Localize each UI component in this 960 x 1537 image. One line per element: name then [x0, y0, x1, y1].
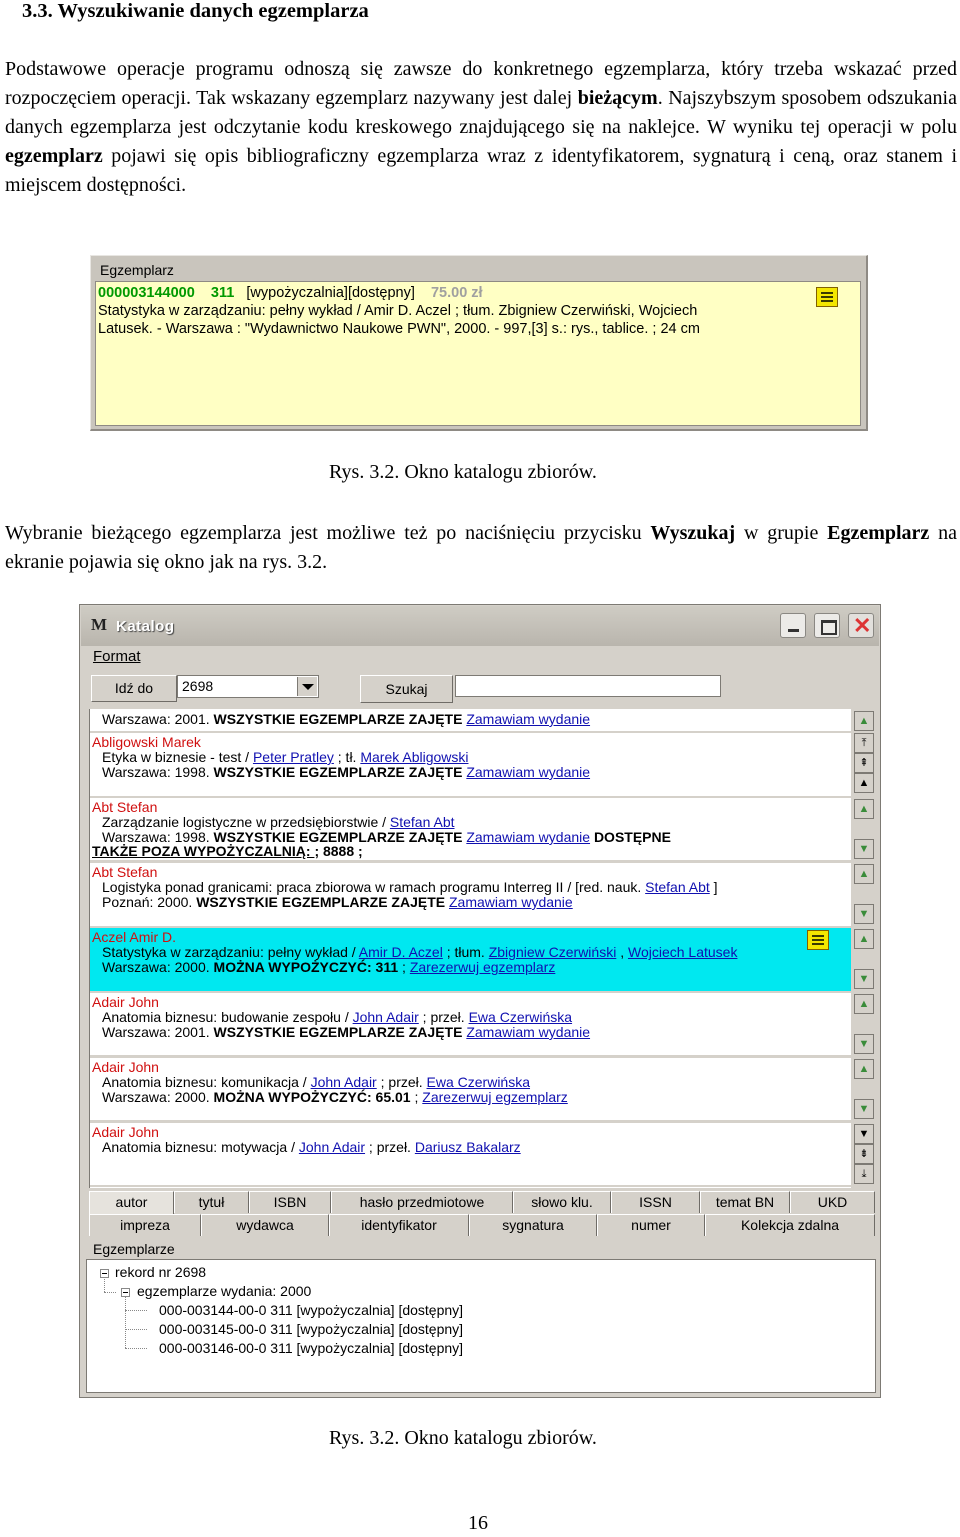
tree-copy-item[interactable]: 000-003145-00-0 311 [wypożyczalnia] [dostępny] — [159, 1321, 464, 1337]
egzemplarze-group — [84, 1241, 878, 1395]
tree-line — [125, 1348, 147, 1349]
combo-value: 2698 — [182, 678, 214, 694]
close-button[interactable] — [848, 613, 874, 638]
p2-text-3: na ekranie pojawia się okno jak na rys. 3.2. — [5, 522, 957, 573]
list-item[interactable] — [90, 1058, 851, 1121]
egzemplarz-figure — [90, 255, 868, 431]
record-status-available: DOSTĘPNE — [593, 829, 671, 845]
tab-sygnatura[interactable]: sygnatura — [469, 1214, 597, 1236]
list-item[interactable] — [90, 1123, 851, 1186]
p1-text-2: . Najszybszym sposobem odszukania danych egzemplarza jest odczytanie kodu kreskowego znajdującego się na naklejce. W wyniku tej operacji w polu — [5, 87, 957, 138]
record-down-icon[interactable]: ▼ — [854, 839, 874, 859]
record-place: Warszawa: 1998. — [102, 829, 214, 845]
record-author: Adair John — [92, 994, 159, 1010]
record-signature: 65.01 — [371, 1089, 415, 1105]
record-title — [102, 815, 455, 830]
search-input[interactable] — [455, 675, 721, 697]
tree-edition-node[interactable]: egzemplarze wydania: 2000 — [137, 1283, 312, 1299]
translator-link[interactable]: Ewa Czerwińska — [426, 1074, 531, 1090]
title-text: Zarządzanie logistyczne w przedsiębiorstwie / — [102, 814, 390, 830]
collapse-icon[interactable] — [121, 1288, 130, 1297]
section-heading: 3.3. Wyszukiwanie danych egzemplarza — [22, 0, 369, 22]
menu-bar — [81, 646, 879, 671]
tab-haslo[interactable]: hasło przedmiotowe — [331, 1191, 513, 1213]
record-place: Warszawa: 1998. — [102, 764, 214, 780]
p2-bold-2: Egzemplarz — [827, 522, 930, 544]
record-status: MOŻNA WYPOŻYCZYĆ: — [213, 1089, 372, 1105]
record-number-combo[interactable] — [177, 675, 319, 698]
record-author: Abt Stefan — [92, 799, 158, 815]
author-link[interactable]: Zbigniew Czerwiński — [488, 944, 617, 960]
maximize-button[interactable] — [814, 613, 840, 638]
catalog-results-list[interactable] — [89, 709, 851, 1188]
record-place: Poznań: 2000. — [102, 894, 197, 910]
tab-identyfikator[interactable]: identyfikator — [329, 1214, 469, 1236]
record-author: Abt Stefan — [92, 864, 158, 880]
author-link[interactable]: Peter Pratley — [252, 749, 334, 765]
chevron-down-icon[interactable] — [297, 677, 317, 696]
order-link[interactable]: Zamawiam wydanie — [466, 829, 591, 845]
record-up-icon[interactable]: ▲ — [854, 929, 874, 949]
tab-temat[interactable]: temat BN — [700, 1191, 790, 1213]
p2-text-1: Wybranie bieżącego egzemplarza jest możliwe też po naciśnięciu przycisku — [5, 522, 651, 544]
intro-paragraph — [5, 55, 957, 200]
p1-bold-1: bieżącym — [577, 87, 658, 109]
title-text: Etyka w biznesie - test / — [102, 749, 253, 765]
record-title — [102, 750, 469, 765]
record-availability — [102, 712, 590, 727]
status-value: [wypożyczalnia][dostępny] — [246, 285, 415, 301]
tree-line — [125, 1310, 147, 1311]
tab-slowo[interactable]: słowo klu. — [513, 1191, 611, 1213]
menu-format[interactable] — [93, 648, 141, 665]
record-status: WSZYSTKIE EGZEMPLARZE ZAJĘTE — [213, 1024, 463, 1040]
barcode-value: 000003144000 — [98, 285, 195, 301]
title-text: Logistyka ponad granicami: praca zbiorowa w ramach programu Interreg II / [red. nauk. — [102, 879, 646, 895]
tab-kolekcja[interactable]: Kolekcja zdalna — [705, 1214, 875, 1236]
record-availability — [102, 895, 573, 910]
record-up-icon[interactable]: ▲ — [854, 994, 874, 1014]
record-title — [102, 1075, 530, 1090]
tab-impreza[interactable]: impreza — [89, 1214, 201, 1236]
egzemplarz-line-3: Latusek. - Warszawa : "Wydawnictwo Naukowe PWN", 2000. - 997,[3] s.: rys., tablice. ; 24 cm — [98, 321, 700, 337]
record-place: Warszawa: 2001. — [102, 1024, 214, 1040]
tree-root[interactable]: rekord nr 2698 — [115, 1264, 207, 1280]
title-text: Anatomia biznesu: budowanie zespołu / — [102, 1009, 353, 1025]
list-item[interactable] — [90, 798, 851, 860]
list-item[interactable] — [90, 863, 851, 926]
egzemplarz-group-label: Egzemplarz — [100, 262, 174, 278]
price-value: 75.00 zł — [430, 285, 483, 301]
title-bar[interactable] — [81, 606, 879, 646]
title-text: Anatomia biznesu: motywacja / — [102, 1139, 299, 1155]
note-icon[interactable] — [807, 930, 829, 950]
tree-copy-item[interactable]: 000-003144-00-0 311 [wypożyczalnia] [dostępny] — [159, 1302, 464, 1318]
app-icon: M — [91, 615, 108, 634]
record-title — [102, 945, 737, 960]
record-up-icon[interactable]: ▲ — [854, 1059, 874, 1079]
record-availability — [102, 1090, 568, 1105]
signature-value: 311 — [210, 285, 235, 301]
list-item[interactable] — [90, 733, 851, 796]
record-sep: ; — [402, 959, 410, 975]
author-link[interactable]: Stefan Abt — [389, 814, 455, 830]
record-author: Aczel Amir D. — [92, 929, 177, 945]
egzemplarz-line-2: Statystyka w zarządzaniu: pełny wykład / Amir D. Aczel ; tłum. Zbigniew Czerwiński, Wojciech — [98, 303, 698, 319]
tab-ukd[interactable]: UKD — [790, 1191, 875, 1213]
second-paragraph — [5, 519, 957, 577]
title-sep: , — [616, 944, 628, 960]
title-sep: ; tłum. — [442, 944, 489, 960]
record-title — [102, 880, 718, 895]
close-icon: ✕ — [853, 613, 872, 638]
record-signature: 311 — [371, 959, 403, 975]
record-title — [102, 1010, 572, 1025]
tab-tytul[interactable]: tytuł — [174, 1191, 249, 1213]
outside-loan-sig: ; 8888 ; — [314, 843, 363, 859]
record-status: WSZYSTKIE EGZEMPLARZE ZAJĘTE — [213, 829, 463, 845]
figure-caption-2: Rys. 3.2. Okno katalogu zbiorów. — [329, 1427, 597, 1449]
record-place: Warszawa: 2000. — [102, 959, 214, 975]
minimize-button[interactable] — [780, 613, 806, 638]
katalog-window — [79, 604, 881, 1398]
tab-issn[interactable]: ISSN — [611, 1191, 700, 1213]
record-up-icon[interactable]: ▲ — [854, 864, 874, 884]
author-link[interactable]: Stefan Abt — [645, 879, 710, 895]
scroll-top-icon[interactable]: ⤒ — [854, 733, 874, 753]
page-down-icon[interactable]: ⇟ — [854, 1144, 874, 1164]
tree-line — [125, 1294, 126, 1348]
p1-bold-2: egzemplarz — [5, 145, 103, 167]
author-link[interactable]: John Adair — [352, 1009, 419, 1025]
p2-text-2: w grupie — [735, 522, 828, 544]
window-title: Katalog — [116, 618, 175, 635]
tree-copy-item[interactable]: 000-003146-00-0 311 [wypożyczalnia] [dostępny] — [159, 1340, 464, 1356]
page-number: 16 — [468, 1512, 488, 1534]
tree-line — [125, 1329, 147, 1330]
page-up-icon[interactable]: ⇞ — [854, 753, 874, 773]
record-place: Warszawa: 2001. — [102, 711, 214, 727]
list-item-selected[interactable] — [90, 928, 851, 991]
figure-caption-1: Rys. 3.2. Okno katalogu zbiorów. — [329, 461, 597, 483]
title-sep: ; tł. — [333, 749, 361, 765]
scroll-up-icon[interactable]: ▲ — [854, 711, 874, 731]
title-sep: ; przeł. — [365, 1139, 415, 1155]
author-link[interactable]: Amir D. Aczel — [358, 944, 443, 960]
search-button[interactable]: Szukaj — [360, 675, 453, 703]
order-link[interactable]: Zamawiam wydanie — [466, 1024, 591, 1040]
tab-numer[interactable]: numer — [597, 1214, 705, 1236]
record-down-icon[interactable]: ▼ — [854, 1099, 874, 1119]
title-text: Statystyka w zarządzaniu: pełny wykład / — [102, 944, 359, 960]
record-author: Abligowski Marek — [92, 734, 201, 750]
scroll-down-small-icon[interactable]: ▼ — [854, 1124, 874, 1144]
author-link[interactable]: Wojciech Latusek — [627, 944, 738, 960]
note-icon[interactable] — [816, 287, 838, 307]
collapse-icon[interactable] — [100, 1269, 109, 1278]
tab-isbn[interactable]: ISBN — [249, 1191, 331, 1213]
title-text: Anatomia biznesu: komunikacja / — [102, 1074, 311, 1090]
record-title — [102, 1140, 521, 1155]
egzemplarz-line-1 — [98, 285, 483, 301]
record-sep: ; — [414, 1089, 423, 1105]
author-link[interactable]: John Adair — [310, 1074, 377, 1090]
record-extra — [92, 844, 363, 859]
egzemplarze-group-label: Egzemplarze — [93, 1241, 175, 1257]
menu-format-label: Format — [93, 648, 141, 665]
record-place: Warszawa: 2000. — [102, 1089, 214, 1105]
p1-text-1: Podstawowe operacje programu odnoszą się zawsze do konkretnego egzemplarza, który trzeba wskazać przed rozpoczęciem operacji. Tak wskazany egzemplarz nazywany jest dalej — [5, 58, 957, 109]
record-down-icon[interactable]: ▼ — [854, 904, 874, 924]
record-author: Adair John — [92, 1059, 159, 1075]
search-tabs — [89, 1191, 875, 1237]
record-availability — [102, 1025, 590, 1040]
title-sep: ; przeł. — [418, 1009, 469, 1025]
reserve-link[interactable]: Zarezerwuj egzemplarz — [409, 959, 556, 975]
order-link[interactable]: Zamawiam wydanie — [466, 764, 591, 780]
title-sep: ; przeł. — [376, 1074, 427, 1090]
record-down-icon[interactable]: ▼ — [854, 1034, 874, 1054]
record-status: MOŻNA WYPOŻYCZYĆ: — [213, 959, 372, 975]
record-status: WSZYSTKIE EGZEMPLARZE ZAJĘTE — [213, 711, 463, 727]
list-item[interactable] — [90, 709, 851, 731]
author-link[interactable]: John Adair — [298, 1139, 366, 1155]
order-link[interactable]: Zamawiam wydanie — [466, 711, 591, 727]
scroll-bottom-icon[interactable]: ⤓ — [854, 1164, 874, 1184]
list-item[interactable] — [90, 1187, 851, 1188]
p2-bold-1: Wyszukaj — [650, 522, 736, 544]
record-availability — [102, 960, 555, 975]
goto-button[interactable]: Idź do — [91, 675, 177, 702]
title-sep: ] — [709, 879, 718, 895]
egzemplarz-field[interactable] — [95, 281, 861, 426]
reserve-link[interactable]: Zarezerwuj egzemplarz — [422, 1089, 568, 1105]
record-availability — [102, 765, 590, 780]
order-link[interactable]: Zamawiam wydanie — [448, 894, 573, 910]
record-up-icon[interactable]: ▲ — [854, 799, 874, 819]
translator-link[interactable]: Ewa Czerwińska — [468, 1009, 573, 1025]
outside-loan-label: TAKŻE POZA WYPOŻYCZALNIĄ: — [92, 843, 315, 859]
vertical-scrollbar[interactable] — [853, 709, 875, 1188]
translator-link[interactable]: Dariusz Bakalarz — [414, 1139, 521, 1155]
copies-tree[interactable] — [86, 1259, 876, 1393]
record-status: WSZYSTKIE EGZEMPLARZE ZAJĘTE — [213, 764, 463, 780]
record-status: WSZYSTKIE EGZEMPLARZE ZAJĘTE — [196, 894, 446, 910]
record-down-icon[interactable]: ▼ — [854, 969, 874, 989]
list-item[interactable] — [90, 993, 851, 1056]
toolbar — [81, 671, 879, 706]
tree-line — [104, 1292, 116, 1293]
tab-autor[interactable]: autor — [89, 1191, 174, 1215]
p1-text-3: pojawi się opis bibliograficzny egzemplarza wraz z identyfikatorem, sygnaturą i ceną, oraz stanem i miejscem dostępności. — [5, 145, 957, 196]
author-link[interactable]: Marek Abligowski — [360, 749, 469, 765]
tab-wydawca[interactable]: wydawca — [201, 1214, 329, 1236]
scroll-up-small-icon[interactable]: ▲ — [854, 773, 874, 793]
record-author: Adair John — [92, 1124, 159, 1140]
